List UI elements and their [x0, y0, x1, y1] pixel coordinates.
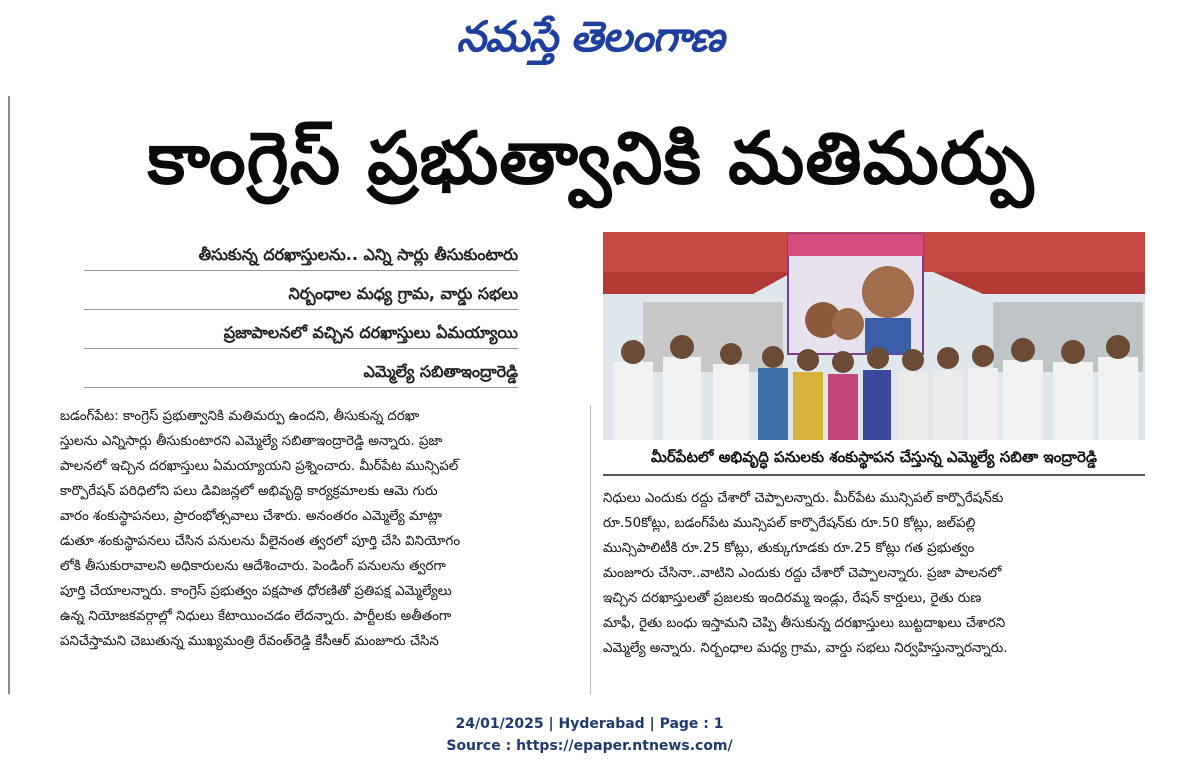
- article-line: నిధులు ఎందుకు రద్దు చేశారో చెప్పాలన్నారు. మీర్‌పేట మున్సిపల్ కార్పొరేషన్‌కు: [603, 491, 1004, 506]
- caption-rule: [603, 474, 1145, 476]
- newspaper-logo: నమస్తే తెలంగాణ: [456, 12, 724, 61]
- article-line: పాలనలో ఇచ్చిన దరఖాస్తులు ఏమయ్యాయని ప్రశ్నించారు. మీర్‌పేట మున్సిపల్: [60, 459, 459, 474]
- article-line: స్తులను ఎన్నిసార్లు తీసుకుంటారని ఎమ్మెల్యే సబితాఇంద్రారెడ్డి అన్నారు. ప్రజా: [60, 434, 443, 449]
- article-line: మంజూరు చేసినా..వాటిని ఎందుకు రద్దు చేశారో చెప్పాలన్నారు. ప్రజా పాలనలో: [603, 566, 1002, 581]
- masthead: [0, 0, 1179, 80]
- photo-caption: మీర్‌పేటలో అభివృద్ధి పనులకు శంకుస్థాపన చేస్తున్న ఎమ్మెల్యే సబితా ఇంద్రారెడ్డి: [651, 448, 1097, 466]
- article-line: లోకి తీసుకురావాలని అధికారులను ఆదేశించారు. పెండింగ్ పనులను త్వరగా: [60, 559, 446, 574]
- article-line: మున్సిపాలిటీకి రూ.25 కోట్లు, తుక్కుగూడకు రూ.25 కోట్లు గత ప్రభుత్వం: [603, 541, 975, 556]
- article-line: ఎమ్మెల్యే అన్నారు. నిర్బంధాల మధ్య గ్రామ, వార్డు సభలు నిర్వహిస్తున్నారన్నారు.: [603, 641, 1008, 656]
- subhead-divider: [84, 387, 518, 388]
- article-line: వారం శంకుస్థాపనలు, ప్రారంభోత్సవాలు చేశారు. అనంతరం ఎమ్మెల్యే మాట్లా: [60, 509, 443, 524]
- article-line: రూ.50కోట్లు, బడంగ్‌పేట మున్సిపల్ కార్పొరేషన్‌కు రూ.50 కోట్లు, జల్‌పల్లి: [603, 516, 976, 531]
- article-line: మాఫీ, రైతు బంధు ఇస్తామని చెప్పి తీసుకున్న దరఖాస్తులు బుట్టదాఖలు చేశారని: [603, 616, 1006, 631]
- subhead-divider: [84, 270, 518, 271]
- subhead-2: నిర్బంధాల మధ్య గ్రామ, వార్డు సభలు: [288, 284, 518, 303]
- subhead-divider: [84, 309, 518, 310]
- subhead-4: ఎమ్మెల్యే సబితాఇంద్రారెడ్డి: [363, 362, 518, 381]
- article-line: బడంగ్‌పేట: కాంగ్రెస్ ప్రభుత్వానికి మతిమర్పు ఉందని, తీసుకున్న దరఖా: [60, 409, 420, 424]
- news-photo: [603, 232, 1145, 440]
- article-line: డుతూ శంకుస్థాపనలు చేసిన పనులను వీలైనంత త్వరలో పూర్తి చేసి వినియోగం: [60, 534, 461, 549]
- article-right-column: [603, 486, 1145, 661]
- photo-illustration: [603, 232, 1145, 440]
- left-margin-rule: [8, 96, 10, 694]
- article-line: కార్పొరేషన్ పరిధిలోని పలు డివిజన్లలో అభివృద్ధి కార్యక్రమాలకు ఆమె గురు: [60, 484, 438, 499]
- subhead-divider: [84, 348, 518, 349]
- article-line: ఇచ్చిన దరఖాస్తులతో ప్రజలకు ఇందిరమ్మ ఇండ్లు, రేషన్ కార్డులు, రైతు రుణ: [603, 591, 982, 606]
- footer-source: Source : https://epaper.ntnews.com/: [446, 738, 733, 754]
- article-line: ఉన్న నియోజకవర్గాల్లో నిధులు కేటాయించడం లేదన్నారు. పార్టీలకు అతీతంగా: [60, 609, 452, 624]
- article-left-column: [60, 404, 582, 654]
- headline: కాంగ్రెస్ ప్రభుత్వానికి మతిమర్పు: [147, 116, 1035, 200]
- article-line: పనిచేస్తామని చెబుతున్న ముఖ్యమంత్రి రేవంత్‌రెడ్డి కేసీఆర్ మంజూరు చేసిన: [60, 634, 439, 649]
- footer-date-page: 24/01/2025 | Hyderabad | Page : 1: [455, 716, 724, 732]
- subhead-1: తీసుకున్న దరఖాస్తులను.. ఎన్ని సార్లు తీసుకుంటారు: [198, 245, 518, 264]
- subhead-3: ప్రజాపాలనలో వచ్చిన దరఖాస్తులు ఏమయ్యాయి: [223, 323, 518, 342]
- column-divider: [590, 405, 591, 695]
- article-line: పూర్తి చేయాలన్నారు. కాంగ్రెస్ ప్రభుత్వం పక్షపాత ధోరణితో ప్రతిపక్ష ఎమ్మెల్యేలు: [60, 584, 452, 599]
